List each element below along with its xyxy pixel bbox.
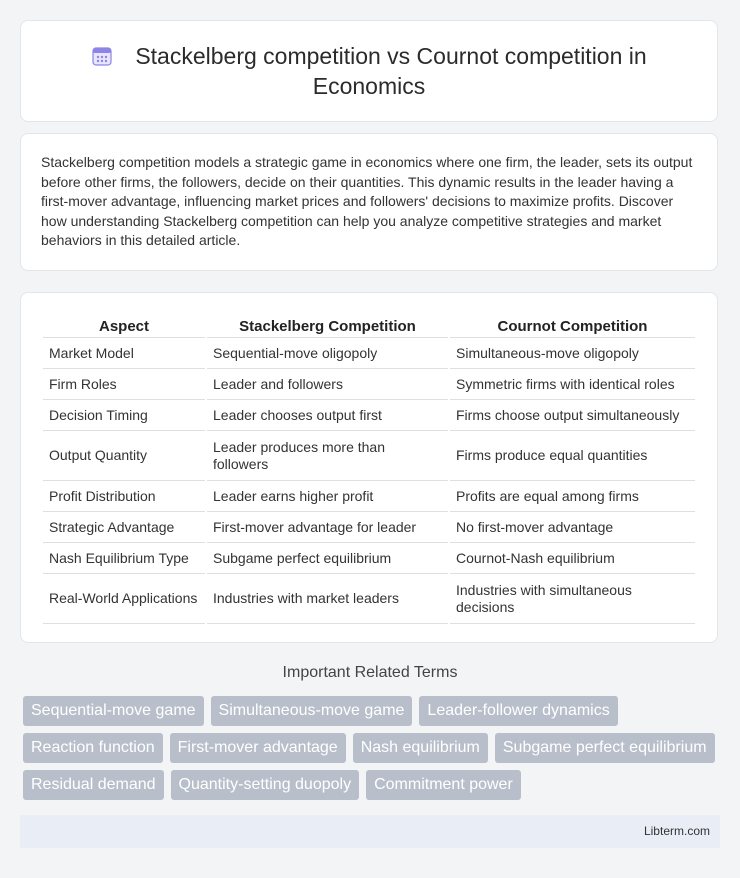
table-row [43, 543, 695, 574]
table-cell: First-mover advantage for leader [207, 512, 448, 543]
column-header-aspect: Aspect [43, 313, 205, 338]
table-cell: Leader chooses output first [207, 400, 448, 431]
table-cell: Firm Roles [43, 369, 205, 400]
table-row [43, 431, 695, 481]
table-cell: Strategic Advantage [43, 512, 205, 543]
tag-reaction-function[interactable]: Reaction function [23, 733, 163, 763]
table-cell: Output Quantity [43, 431, 205, 481]
table-cell: Nash Equilibrium Type [43, 543, 205, 574]
table-cell: Simultaneous-move oligopoly [450, 338, 695, 369]
table-cell: Leader produces more than followers [207, 431, 448, 481]
column-header-stackelberg: Stackelberg Competition [207, 313, 448, 338]
comparison-table-card [20, 292, 718, 643]
table-row [43, 574, 695, 624]
tag-quantity-setting-duopoly[interactable]: Quantity-setting duopoly [171, 770, 360, 800]
table-cell: Market Model [43, 338, 205, 369]
table-cell: Profits are equal among firms [450, 481, 695, 512]
tag-simultaneous-move-game[interactable]: Simultaneous-move game [211, 696, 413, 726]
table-cell: Firms produce equal quantities [450, 431, 695, 481]
title-card [20, 20, 718, 122]
tag-nash-equilibrium[interactable]: Nash equilibrium [353, 733, 488, 763]
page-title: Stackelberg competition vs Cournot competition in Economics [135, 43, 647, 99]
table-cell: Industries with simultaneous decisions [450, 574, 695, 624]
tag-row [23, 696, 723, 726]
table-cell: Industries with market leaders [207, 574, 448, 624]
comparison-table [41, 313, 697, 624]
table-cell: No first-mover advantage [450, 512, 695, 543]
tag-sequential-move-game[interactable]: Sequential-move game [23, 696, 204, 726]
table-cell: Decision Timing [43, 400, 205, 431]
table-cell: Subgame perfect equilibrium [207, 543, 448, 574]
table-row [43, 400, 695, 431]
tag-row [23, 770, 723, 800]
table-row [43, 338, 695, 369]
footer-brand-link[interactable]: Libterm.com [643, 824, 710, 838]
page-title-wrap [59, 41, 679, 101]
intro-text: Stackelberg competition models a strategic game in economics where one firm, the leader, sets its output before other firms, the followers, decide on their quantities. This dynamic results in the leader having a first-mover advantage, influencing market prices and followers' decisions to maximize profits. Discover how understanding Stackelberg competition can help you analyze competitive strategies and market behaviors in this detailed article. [41, 154, 693, 248]
table-cell: Leader and followers [207, 369, 448, 400]
table-cell: Real-World Applications [43, 574, 205, 624]
table-cell: Sequential-move oligopoly [207, 338, 448, 369]
tag-subgame-perfect-equilibrium[interactable]: Subgame perfect equilibrium [495, 733, 715, 763]
tag-commitment-power[interactable]: Commitment power [366, 770, 521, 800]
table-cell: Symmetric firms with identical roles [450, 369, 695, 400]
calendar-icon [91, 45, 113, 67]
table-row [43, 512, 695, 543]
related-terms [23, 696, 723, 807]
table-header-row [43, 313, 695, 338]
related-terms-heading: Important Related Terms [282, 664, 458, 681]
tag-first-mover-advantage[interactable]: First-mover advantage [170, 733, 346, 763]
table-row [43, 369, 695, 400]
column-header-cournot: Cournot Competition [450, 313, 695, 338]
tag-leader-follower-dynamics[interactable]: Leader-follower dynamics [419, 696, 617, 726]
tag-residual-demand[interactable]: Residual demand [23, 770, 164, 800]
table-row [43, 481, 695, 512]
table-cell: Profit Distribution [43, 481, 205, 512]
intro-card [20, 133, 718, 271]
table-cell: Cournot-Nash equilibrium [450, 543, 695, 574]
table-cell: Leader earns higher profit [207, 481, 448, 512]
tag-row [23, 733, 723, 763]
footer [20, 815, 720, 848]
table-cell: Firms choose output simultaneously [450, 400, 695, 431]
